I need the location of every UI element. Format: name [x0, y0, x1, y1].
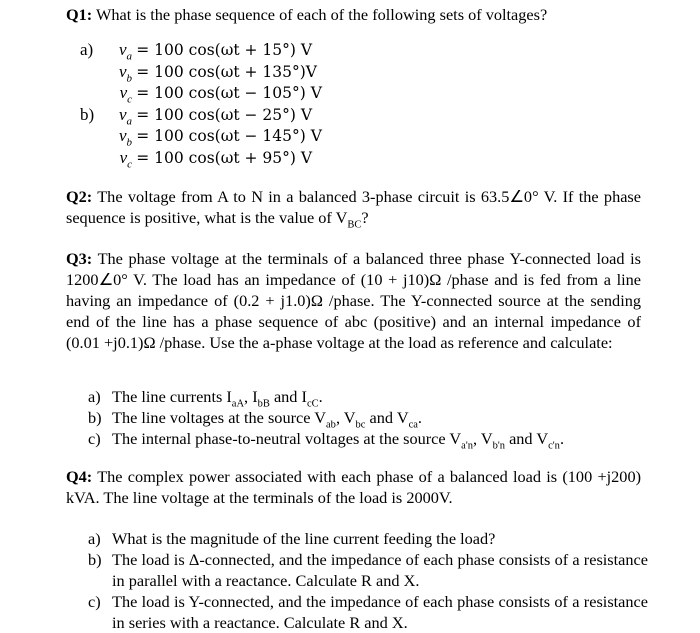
item-label: b) [88, 550, 102, 569]
equation-row [80, 104, 380, 126]
item-label: a) [88, 387, 101, 406]
eq-var: v [119, 147, 128, 167]
list-item [88, 428, 648, 452]
list-item [88, 549, 648, 591]
equation-row [80, 39, 380, 61]
question-3-label: Q3: [66, 249, 93, 268]
eq-rhs: = 100 cos(ωt − 145°) V [136, 127, 322, 145]
item-text: The line currents $I_{aA}$, $I_{bB}$ and $I_{cC}$. [112, 387, 323, 410]
item-label: c) [88, 592, 101, 611]
eq-var-sub: a [126, 114, 132, 127]
question-3 [66, 248, 641, 353]
question-3-text: The phase voltage at the terminals of a balanced three phase Y-connected load is 1200∠0° V. The load has an impedance of (10 + j10)Ω /phase and is fed from a line having an impedance of (0.2 + j1.0)Ω /phase. The Y-connected source at the sending end of the line has a phase sequence of abc (positive) and an internal impedance of (0.01 +j0.1)Ω /phase. Use the a-phase voltage at the load as reference and calculate: [66, 249, 641, 352]
item-text: The load is Δ-connected, and the impedance of each phase consists of a resistance in parallel with a reactance. Calculate R and X. [112, 550, 648, 590]
eq-rhs: = 100 cos(ωt + 15°) V [136, 41, 313, 59]
equation-row [80, 125, 380, 147]
set-a-label: a) [80, 40, 94, 59]
question-4-items [88, 528, 648, 633]
item-label: a) [88, 529, 101, 548]
eq-var-sub: b [126, 71, 132, 84]
equation-row [80, 147, 380, 169]
question-4-text: The complex power associated with each phase of a balanced load is (100 +j200) kVA. The line voltage at the terminals of the load is 2000V. [66, 467, 642, 507]
item-label: b) [88, 408, 102, 427]
equation-row [80, 61, 380, 83]
question-2-text: The voltage from A to N in a balanced 3-phase circuit is 63.5∠0° V. If the phase sequence is positive, what is the value of V [66, 187, 641, 227]
question-1 [66, 4, 641, 25]
list-item [88, 386, 648, 410]
eq-var-sub: c [127, 157, 132, 170]
equation-row [80, 82, 380, 104]
question-1-text: What is the phase sequence of each of the following sets of voltages? [96, 5, 548, 24]
question-2 [66, 186, 641, 231]
eq-rhs: = 100 cos(ωt + 135°)V [136, 62, 317, 81]
eq-rhs: = 100 cos(ωt + 95°) V [136, 148, 313, 167]
eq-var-sub: c [127, 93, 132, 106]
item-label: c) [88, 429, 101, 448]
question-4 [66, 466, 641, 508]
list-item [88, 528, 648, 549]
item-text: The line voltages at the source $V_{ab}$, $V_{bc}$ and $V_{ca}$. [112, 408, 422, 431]
question-2-sub: BC [347, 219, 362, 231]
question-1-label: Q1: [66, 5, 93, 24]
question-1-equations [80, 39, 380, 168]
list-item [88, 591, 648, 633]
eq-var: v [118, 104, 127, 124]
eq-var-sub: b [126, 136, 132, 149]
eq-rhs: = 100 cos(ωt − 25°) V [136, 105, 313, 124]
question-2-label: Q2: [66, 187, 93, 206]
list-item [88, 407, 648, 431]
eq-var: v [119, 83, 128, 102]
item-text: The internal phase-to-neutral voltages at the source $V_{a'n}$, $V_{b'n}$ and $V_{c'n}$. [112, 429, 565, 452]
eq-var-sub: a [126, 50, 132, 63]
question-4-label: Q4: [66, 467, 93, 486]
item-text: What is the magnitude of the line current feeding the load? [112, 529, 496, 548]
set-b-label: b) [80, 104, 95, 124]
question-2-end: ? [361, 208, 369, 227]
item-text: The load is Y-connected, and the impedance of each phase consists of a resistance in series with a reactance. Calculate R and X. [112, 592, 648, 632]
eq-var: v [118, 126, 127, 145]
question-3-items [88, 386, 648, 452]
eq-rhs: = 100 cos(ωt − 105°) V [136, 84, 322, 102]
eq-var: v [118, 40, 127, 59]
eq-var: v [118, 61, 127, 81]
